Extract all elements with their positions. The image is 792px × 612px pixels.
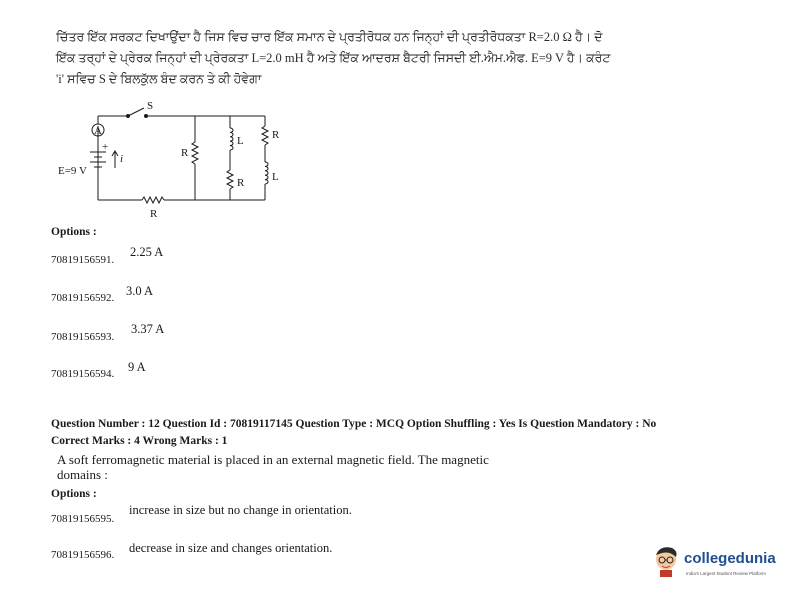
q12-header: Question Number : 12 Question Id : 70819117145 Question Type : MCQ Option Shuffling : Yes Is Question Mandatory : No [51, 418, 657, 430]
branch1-resistor [192, 142, 198, 164]
mascot-icon [652, 545, 680, 577]
q11-option-2-value: 3.0 A [126, 284, 154, 298]
branch2-resistor-label: R [237, 177, 245, 189]
circuit-diagram [40, 100, 300, 225]
question-text-line-3: 'i' ਸਵਿਚ S ਦੇ ਬਿਲਕੁੱਲ ਬੰਦ ਕਰਨ ਤੇ ਕੀ ਹੋਵੇਗਾ [56, 72, 262, 86]
q12-text-line-2: domains : [57, 467, 108, 482]
branch3-resistor-label: R [272, 129, 280, 141]
branch1-resistor-label: R [181, 147, 189, 159]
q11-option-1-value: 2.25 A [130, 245, 164, 259]
q12-option-1-value: increase in size but no change in orientation. [129, 503, 352, 517]
q12-option-2-id: 70819156596. [51, 549, 115, 561]
branch2-inductor [230, 128, 233, 150]
q11-option-4-value: 9 A [128, 360, 146, 374]
branch2-inductor-label: L [237, 135, 244, 147]
battery-plus: + [102, 141, 109, 153]
bottom-resistor-label: R [150, 208, 158, 220]
q11-options-label: Options : [51, 226, 97, 238]
branch2-resistor [227, 170, 233, 189]
branch3-inductor [265, 162, 268, 184]
q12-text-line-1: A soft ferromagnetic material is placed in an external magnetic field. The magnetic [57, 452, 489, 467]
q12-option-2-value: decrease in size and changes orientation. [129, 541, 333, 555]
switch-blade [128, 108, 144, 116]
q12-option-1-id: 70819156595. [51, 513, 115, 525]
branch3-resistor [262, 126, 268, 145]
collegedunia-logo [652, 545, 782, 585]
emf-label: E=9 V [58, 165, 87, 177]
question-text-line-2: ਇੱਕ ਤਰ੍ਹਾਂ ਦੇ ਪ੍ਰੇਰਕ ਜਿਨ੍ਹਾਂ ਦੀ ਪ੍ਰੇਰਕਤਾ L=2.0 mH ਹੈ ਅਤੇ ਇੱਕ ਆਦਰਸ਼ ਬੈਟਰੀ ਜਿਸਦੀ ਈ.ਐਮ.ਐਫ. E=9 V ਹੈ। ਕਰੰਟ [56, 51, 611, 65]
bottom-resistor [142, 197, 164, 203]
q12-marks: Correct Marks : 4 Wrong Marks : 1 [51, 435, 228, 447]
q11-option-3-id: 70819156593. [51, 331, 115, 343]
question-text-line-1: ਚਿੱਤਰ ਇੱਕ ਸਰਕਟ ਦਿਖਾਉਂਦਾ ਹੈ ਜਿਸ ਵਿਚ ਚਾਰ ਇੱਕ ਸਮਾਨ ਦੇ ਪ੍ਰਤੀਰੋਧਕ ਹਨ ਜਿਨ੍ਹਾਂ ਦੀ ਪ੍ਰਤੀਰੋਧਕਤਾ R=2.0 Ω ਹੈ। ਦੋ [56, 30, 603, 44]
q12-options-label: Options : [51, 488, 97, 500]
ammeter-label: A [94, 125, 102, 137]
switch-label: S [147, 100, 154, 112]
q11-option-4-id: 70819156594. [51, 368, 115, 380]
q11-option-2-id: 70819156592. [51, 292, 115, 304]
brand-name: collegedunia [684, 550, 776, 567]
brand-tagline: India's Largest Student Review Platform [686, 571, 766, 576]
q11-option-1-id: 70819156591. [51, 254, 115, 266]
current-label: i [120, 153, 124, 165]
branch3-inductor-label: L [272, 171, 279, 183]
q11-option-3-value: 3.37 A [131, 322, 165, 336]
